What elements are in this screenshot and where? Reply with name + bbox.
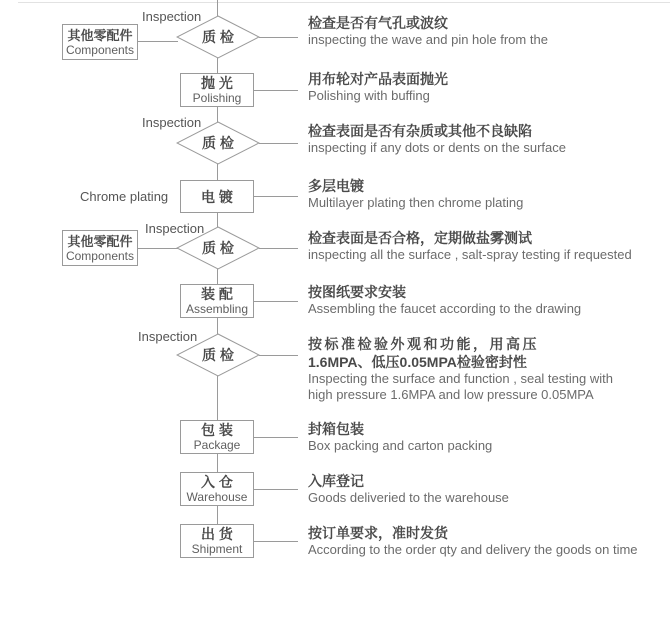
desc-zh: 用布轮对产品表面抛光 (308, 71, 448, 87)
desc-inspection-3 (308, 229, 660, 263)
desc-inspection-1 (308, 14, 660, 48)
node-inspection-1 (176, 15, 260, 59)
node-title-zh: 质 检 (202, 135, 234, 151)
desc-assembling (308, 283, 660, 317)
node-package (180, 420, 254, 454)
node-polishing (180, 73, 254, 107)
desc-zh: 入库登记 (308, 473, 364, 489)
desc-zh: 按订单要求，准时发货 (308, 525, 448, 541)
node-title-zh: 质 检 (202, 240, 234, 256)
desc-inspection-2 (308, 122, 660, 156)
connector-components1-to-inspection1 (138, 41, 178, 42)
desc-package (308, 420, 660, 454)
desc-zh-line2: 1.6MPA、低压0.05MPA检验密封性 (308, 354, 527, 370)
desc-zh: 检查表面是否有杂质或其他不良缺陷 (308, 123, 532, 139)
desc-shipment (308, 524, 660, 558)
node-title-zh: 质 检 (202, 29, 234, 45)
node-title-en: Warehouse (186, 490, 248, 504)
connector-package-to-desc (254, 437, 298, 438)
top-divider-line (18, 2, 670, 3)
side-box-title-zh: 其他零配件 (67, 27, 133, 43)
desc-zh: 多层电镀 (308, 178, 364, 194)
side-box-title-en: Components (65, 248, 135, 263)
connector-plating-to-desc (254, 196, 298, 197)
node-title-zh: 电 镀 (201, 188, 233, 205)
desc-en: Inspecting the surface and function , seal testing with (308, 371, 613, 386)
desc-en: Goods deliveried to the warehouse (308, 490, 509, 505)
inspection-label-1: Inspection (142, 9, 202, 24)
desc-zh: 检查表面是否合格，定期做盐雾测试 (308, 230, 532, 246)
desc-en-line2: high pressure 1.6MPA and low pressure 0.05MPA (308, 387, 594, 402)
node-title-zh: 出 货 (201, 526, 233, 542)
inspection-label-4: Inspection (138, 329, 198, 344)
connector-components2-to-inspection3 (138, 248, 178, 249)
desc-en: According to the order qty and delivery the goods on time (308, 542, 638, 557)
desc-zh: 按标准检验外观和功能，用高压 (308, 336, 539, 352)
node-title-zh: 入 仓 (201, 474, 233, 490)
side-box-title-zh: 其他零配件 (67, 233, 133, 249)
desc-polishing (308, 70, 660, 104)
desc-en: Polishing with buffing (308, 88, 430, 103)
connector-assembling-to-desc (254, 301, 298, 302)
node-title-en: Polishing (192, 91, 242, 105)
node-chrome-plating (180, 180, 254, 213)
node-title-zh: 质 检 (202, 347, 234, 363)
connector-inspection2-to-desc (259, 143, 298, 144)
node-title-en: Shipment (191, 542, 243, 556)
chrome-plating-label: Chrome plating (80, 189, 169, 204)
node-assembling (180, 284, 254, 318)
node-inspection-4 (176, 333, 260, 377)
connector-shipment-to-desc (254, 541, 298, 542)
connector-inspection4-to-desc (259, 355, 298, 356)
node-inspection-2 (176, 121, 260, 165)
desc-warehouse (308, 472, 660, 506)
desc-zh: 封箱包装 (308, 421, 364, 437)
desc-inspection-4 (308, 335, 660, 403)
desc-en: Assembling the faucet according to the drawing (308, 301, 582, 316)
desc-en: inspecting if any dots or dents on the surface (308, 140, 566, 155)
side-box-title-en: Components (65, 42, 135, 57)
node-inspection-3 (176, 226, 260, 270)
node-title-zh: 抛 光 (201, 75, 233, 91)
node-shipment (180, 524, 254, 558)
desc-en: Box packing and carton packing (308, 438, 493, 453)
desc-en: inspecting the wave and pin hole from the (308, 32, 548, 47)
node-title-zh: 包 装 (201, 422, 233, 438)
connector-warehouse-to-desc (254, 489, 298, 490)
side-box-components-2 (62, 230, 138, 266)
node-title-zh: 装 配 (201, 286, 233, 302)
connector-inspection3-to-desc (259, 248, 298, 249)
side-box-components-1 (62, 24, 138, 60)
connector-polishing-to-desc (254, 90, 298, 91)
inspection-label-3: Inspection (145, 221, 205, 236)
connector-inspection1-to-desc (259, 37, 298, 38)
desc-zh: 按图纸要求安装 (308, 284, 406, 300)
desc-zh: 检查是否有气孔或波纹 (308, 15, 448, 31)
node-warehouse (180, 472, 254, 506)
node-title-en: Package (193, 438, 241, 452)
desc-en: Multilayer plating then chrome plating (308, 195, 524, 210)
desc-en: inspecting all the surface , salt-spray testing if requested (308, 247, 632, 262)
desc-plating (308, 177, 660, 211)
node-title-en: Assembling (185, 302, 249, 316)
inspection-label-2: Inspection (142, 115, 202, 130)
